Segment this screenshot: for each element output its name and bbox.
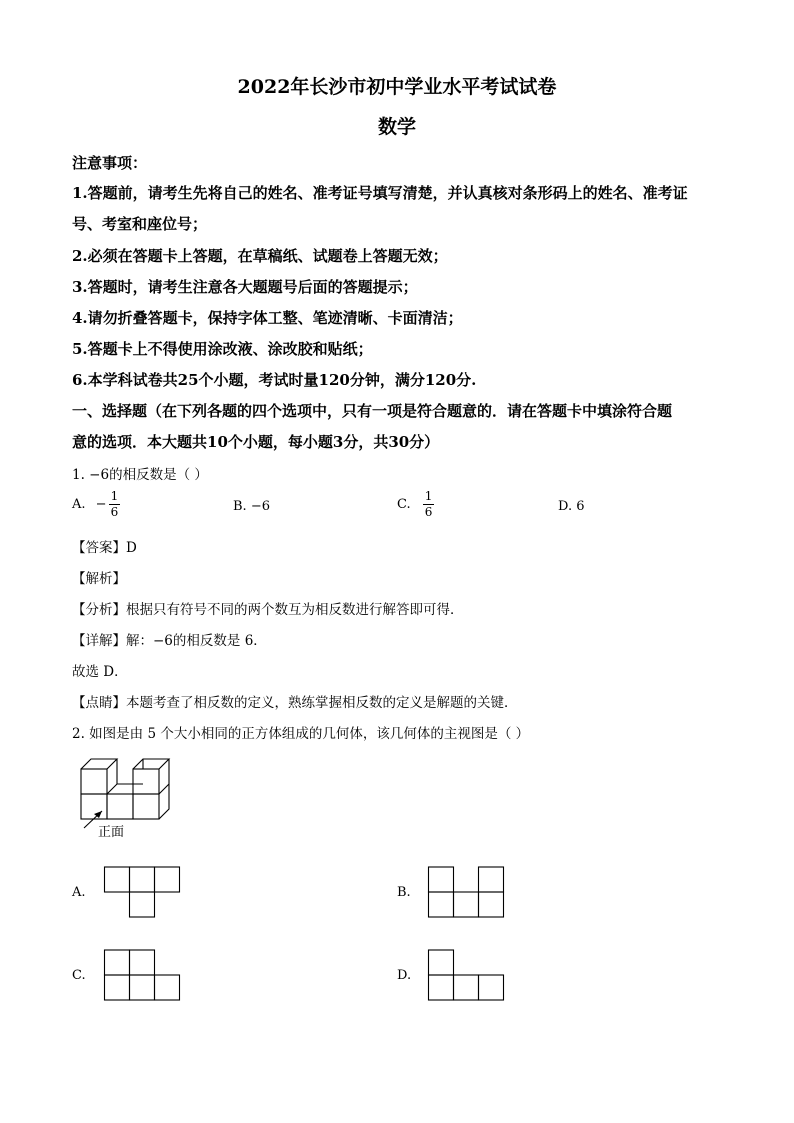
dianjing-tag: 【点睛】 <box>72 695 126 711</box>
dianjing-line <box>72 691 518 711</box>
notice-item: 1.答题前，请考生先将自己的姓名、准考证号填写清楚，并认真核对条形码上的姓名、准考证 <box>72 184 688 202</box>
notice-item: 号、考室和座位号； <box>72 215 208 233</box>
cube-top-face <box>107 784 143 794</box>
subject-title: 数学 <box>377 116 416 138</box>
answer-tag: 【答案】 <box>72 540 126 556</box>
notice-item: 6.本学科试卷共25个小题，考试时量120分钟，满分120分. <box>72 371 477 389</box>
xiangjie-text: 解：−6的相反数是 6． <box>126 633 267 649</box>
answer-line <box>72 536 137 556</box>
denominator: 6 <box>110 505 119 519</box>
question-1-stem: 1. −6的相反数是（ ） <box>72 467 208 483</box>
q2-option-b-label: B. <box>397 885 411 900</box>
numerator: 1 <box>110 489 119 503</box>
q2-option-a-label: A. <box>72 885 86 900</box>
fenxi-text: 根据只有符号不同的两个数互为相反数进行解答即可得． <box>126 602 464 618</box>
q1-option-d: D. 6 <box>558 499 585 514</box>
notice-item: 4.请勿折叠答题卡，保持字体工整、笔迹清晰、卡面清洁； <box>72 309 463 327</box>
analysis-tag: 【解析】 <box>72 571 126 587</box>
q2-option-c-figure <box>104 949 184 1003</box>
notice-item: 2.必须在答题卡上答题，在草稿纸、试题卷上答题无效； <box>72 247 448 265</box>
section-heading-cont: 意的选项．本大题共10个小题，每小题3分，共30分） <box>72 433 440 451</box>
q1-option-b: B. −6 <box>233 499 270 514</box>
q1-option-c <box>397 489 436 520</box>
minus-sign: − <box>95 497 107 512</box>
option-label: A. <box>72 497 86 512</box>
question-2-stem: 2. 如图是由 5 个大小相同的正方体组成的几何体，该几何体的主视图是（ ） <box>72 726 530 742</box>
q2-option-c-label: C. <box>72 968 86 983</box>
fraction <box>423 489 435 520</box>
cube-edge <box>159 784 169 794</box>
fenxi-tag: 【分析】 <box>72 602 126 618</box>
q2-option-a-figure <box>104 866 184 920</box>
section-heading: 一、选择题（在下列各题的四个选项中，只有一项是符合题意的．请在答题卡中填涂符合题 <box>72 402 673 420</box>
dianjing-text: 本题考查了相反数的定义，熟练掌握相反数的定义是解题的关键． <box>126 695 518 711</box>
xiangjie-line <box>72 629 267 649</box>
notice-item: 5.答题卡上不得使用涂改液、涂改胶和贴纸； <box>72 340 373 358</box>
notice-heading: 注意事项： <box>72 154 148 172</box>
q2-option-d-label: D. <box>397 968 412 983</box>
denominator: 6 <box>424 505 433 519</box>
cube-front-face <box>133 769 159 794</box>
numerator: 1 <box>424 489 433 503</box>
answer-value: D <box>126 540 137 556</box>
cube-front-face <box>107 794 133 819</box>
xiangjie-tag: 【详解】 <box>72 633 126 649</box>
front-label: 正面 <box>98 825 125 840</box>
cube-front-face <box>81 769 107 794</box>
fraction <box>109 489 121 520</box>
q2-option-d-figure <box>428 949 508 1003</box>
choose-line: 故选 D． <box>72 664 128 680</box>
page-title: 2022年长沙市初中学业水平考试试卷 <box>237 76 557 98</box>
cube-top-face <box>81 759 117 769</box>
cube-top-face <box>133 759 169 769</box>
fenxi-line <box>72 598 464 618</box>
q1-option-a <box>72 489 122 520</box>
notice-item: 3.答题时，请考生注意各大题题号后面的答题提示； <box>72 278 418 296</box>
cube-front-face <box>133 794 159 819</box>
option-label: C. <box>397 497 411 512</box>
q2-option-b-figure <box>428 866 508 920</box>
